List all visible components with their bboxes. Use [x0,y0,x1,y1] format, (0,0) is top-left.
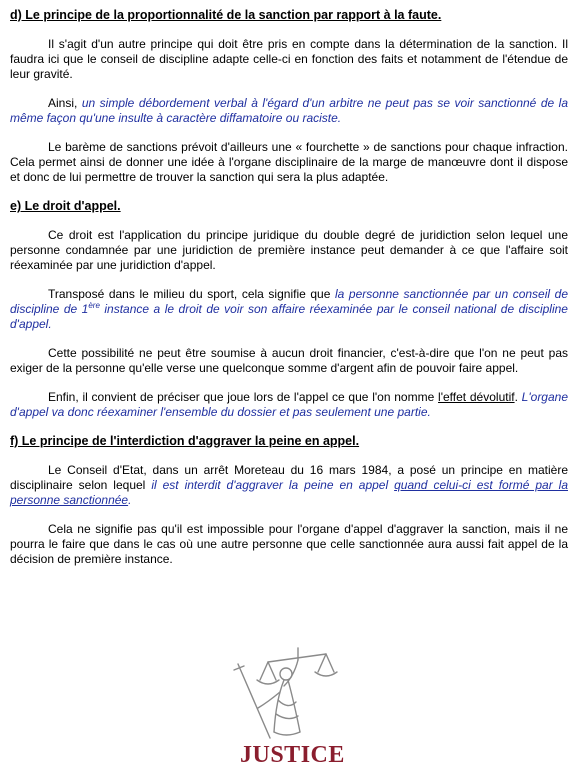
section-d-paragraph-3: Le barème de sanctions prévoit d'ailleurs une « fourchette » de sanctions pour chaque infraction. Cela permet ainsi de donner une idée à l'organe disciplinaire de la marge de manœuvre dont il dispose et donc de lui permettre de trouver la sanction qui sera la plus adaptée. [10,140,568,184]
section-e-p2-emphasis-a: la personne sanctionnée par un conseil de discipline de 1 [10,287,568,316]
section-e-p4-underlined-term: l'effet dévolutif [438,390,515,404]
section-d-heading: d) Le principe de la proportionnalité de la sanction par rapport à la faute. [10,8,442,22]
section-e-p2-emphasis-b: instance a le droit de voir son affaire réexaminée par le conseil national de discipline d'appel. [10,302,568,331]
section-d-paragraph-2 [10,96,568,126]
justice-logo [228,640,348,775]
section-e-paragraph-3: Cette possibilité ne peut être soumise à aucun droit financier, c'est-à-dire que l'on ne peut pas exiger de la personne qu'elle verse une quelconque somme d'argent afin de pouvoir faire appel. [10,346,568,375]
section-e-paragraph-1: Ce droit est l'application du principe juridique du double degré de juridiction selon lequel une personne condamnée par une juridiction de première instance peut demander à ce que l'affaire soit réexaminée par une juridiction d'appel. [10,228,568,272]
section-e-p4-lead: Enfin, il convient de préciser que joue lors de l'appel ce que l'on nomme [48,390,439,404]
document-page [10,8,568,581]
section-f-p1-end: . [128,493,132,507]
section-f-p1-emphasis-underlined: quand celui-ci est formé par la personne sanctionnée [10,478,568,507]
section-e-heading: e) Le droit d'appel. [10,199,121,213]
justice-logo-text: JUSTICE [240,742,345,768]
section-f-paragraph-2: Cela ne signifie pas qu'il est impossible pour l'organe d'appel d'aggraver la sanction, mais il ne pourra le faire que dans le cas où une autre personne que celle sanctionnée aura aussi fait appel de la décision de première instance. [10,522,568,566]
section-f-heading: f) Le principe de l'interdiction d'aggraver la peine en appel. [10,434,360,448]
section-e-p4-emphasis: L'organe d'appel va donc réexaminer l'ensemble du dossier et pas seulement une partie. [10,390,569,419]
section-f-p1-lead: Le Conseil d'Etat, dans un arrêt Moreteau du 16 mars 1984, a posé un principe en matière disciplinaire selon lequel [10,463,568,492]
section-f-paragraph-1 [10,463,568,508]
section-e-p4-dot: . [514,390,518,404]
section-e-paragraph-2 [10,287,568,332]
section-e-p2-lead: Transposé dans le milieu du sport, cela signifie que [48,287,335,301]
lady-justice-illustration [228,640,348,745]
section-e-paragraph-4 [10,390,568,420]
section-f-p1-emphasis: il est interdit d'aggraver la peine en appel [151,478,395,492]
section-d-p2-lead: Ainsi, [48,96,82,110]
section-d-p2-emphasis: un simple débordement verbal à l'égard d'un arbitre ne peut pas se voir sanctionné de la même façon qu'une insulte à caractère diffamatoire ou raciste. [10,96,569,125]
section-d-paragraph-1: Il s'agit d'un autre principe qui doit être pris en compte dans la détermination de la sanction. Il faudra ici que le conseil de discipline adapte celle-ci en fonction des faits et notamment de l'étendue de leur gravité. [10,37,568,81]
section-e-p2-superscript: ère [88,301,100,310]
